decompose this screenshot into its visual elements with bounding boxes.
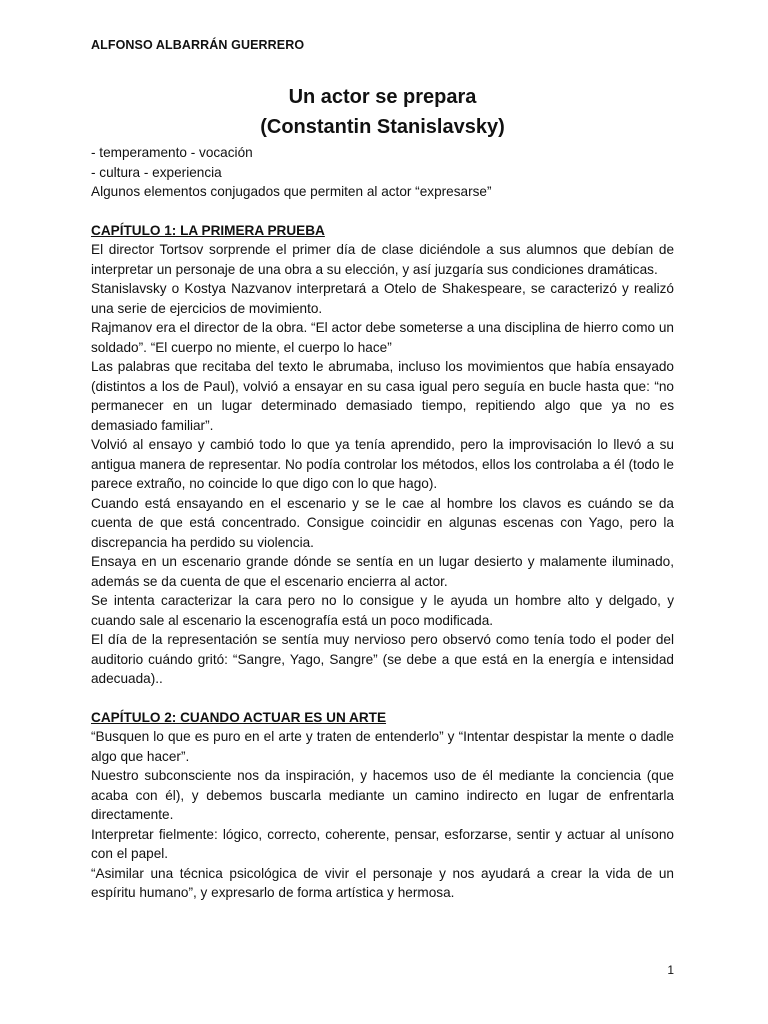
chapter-2-paragraph: “Asimilar una técnica psicológica de vivir el personaje y nos ayudará a crear la vida de un espíritu humano”, y expresarlo de forma artística y hermosa. [91, 865, 674, 900]
intro-line: Algunos elementos conjugados que permiten al actor “expresarse” [91, 184, 492, 199]
document-title: Un actor se prepara [288, 86, 477, 108]
chapter-2-heading: CAPÍTULO 2: CUANDO ACTUAR ES UN ARTE [91, 710, 387, 725]
chapter-1-paragraph: El director Tortsov sorprende el primer día de clase diciéndole a sus alumnos que debían de interpretar un personaje de una obra a su elección, y así juzgaría sus condiciones dramáticas. [91, 242, 674, 277]
author-header: ALFONSO ALBARRÁN GUERRERO [91, 38, 305, 52]
document-page [91, 38, 674, 903]
chapter-1-paragraph: Cuando está ensayando en el escenario y se le cae al hombre los clavos es cuándo se da cuenta de que está concentrado. Consigue coincidir en algunas escenas con Yago, pero la discrepancia ha perdido su violencia. [91, 495, 674, 550]
title-block [91, 82, 674, 142]
chapter-2-paragraph: Nuestro subconsciente nos da inspiración, y hacemos uso de él mediante la conciencia (que acaba con él), y debemos buscarla mediante un camino indirecto en lugar de enfrentarla directamente. [91, 768, 674, 822]
chapter-1-paragraph: Rajmanov era el director de la obra. “El actor debe someterse a una disciplina de hierro como un soldado”. “El cuerpo no miente, el cuerpo lo hace” [91, 320, 674, 355]
chapter-1-paragraph: Las palabras que recitaba del texto le abrumaba, incluso los movimientos que había ensayado (distintos a los de Paul), volvió a ensayar en su casa igual pero seguía en bucle hasta que: “no permanecer en un lugar determinado demasiado tiempo, repitiendo algo que ya no es demasiado familiar”. [91, 359, 674, 433]
intro-line: - cultura - experiencia [91, 164, 222, 180]
page-number: 1 [667, 963, 674, 977]
chapter-1-paragraph: Volvió al ensayo y cambió todo lo que ya tenía aprendido, pero la improvisación lo llevó a su antigua manera de representar. No podía controlar los métodos, ellos los controlaba a él (todo le parece extraño, no coincide lo que digo con lo que hago). [91, 437, 674, 491]
chapter-1-heading: CAPÍTULO 1: LA PRIMERA PRUEBA [91, 223, 325, 238]
chapter-1-paragraph: El día de la representación se sentía muy nervioso pero observó como tenía todo el poder del auditorio cuándo gritó: “Sangre, Yago, Sangre” (se debe a que está en la energía e intensidad adecuada).. [91, 632, 674, 686]
chapter-1-paragraph: Ensaya en un escenario grande dónde se sentía en un lugar desierto y malamente iluminado, además se da cuenta de que el escenario encierra al actor. [91, 554, 674, 589]
document-subtitle: (Constantin Stanislavsky) [260, 116, 505, 138]
chapter-1-paragraph: Se intenta caracterizar la cara pero no lo consigue y le ayuda un hombre alto y delgado, y cuando sale al escenario la escenografía está un poco modificada. [91, 593, 674, 628]
chapter-2-paragraph: Interpretar fielmente: lógico, correcto, coherente, pensar, esforzarse, sentir y actuar al unísono con el papel. [91, 826, 674, 861]
chapter-1-paragraph: Stanislavsky o Kostya Nazvanov interpretará a Otelo de Shakespeare, se caracterizó y realizó una serie de ejercicios de movimiento. [91, 281, 674, 316]
intro-line: - temperamento - vocación [91, 145, 253, 160]
chapter-2-paragraph: “Busquen lo que es puro en el arte y traten de entenderlo” y “Intentar despistar la mente o dadle algo que hacer”. [91, 729, 674, 764]
